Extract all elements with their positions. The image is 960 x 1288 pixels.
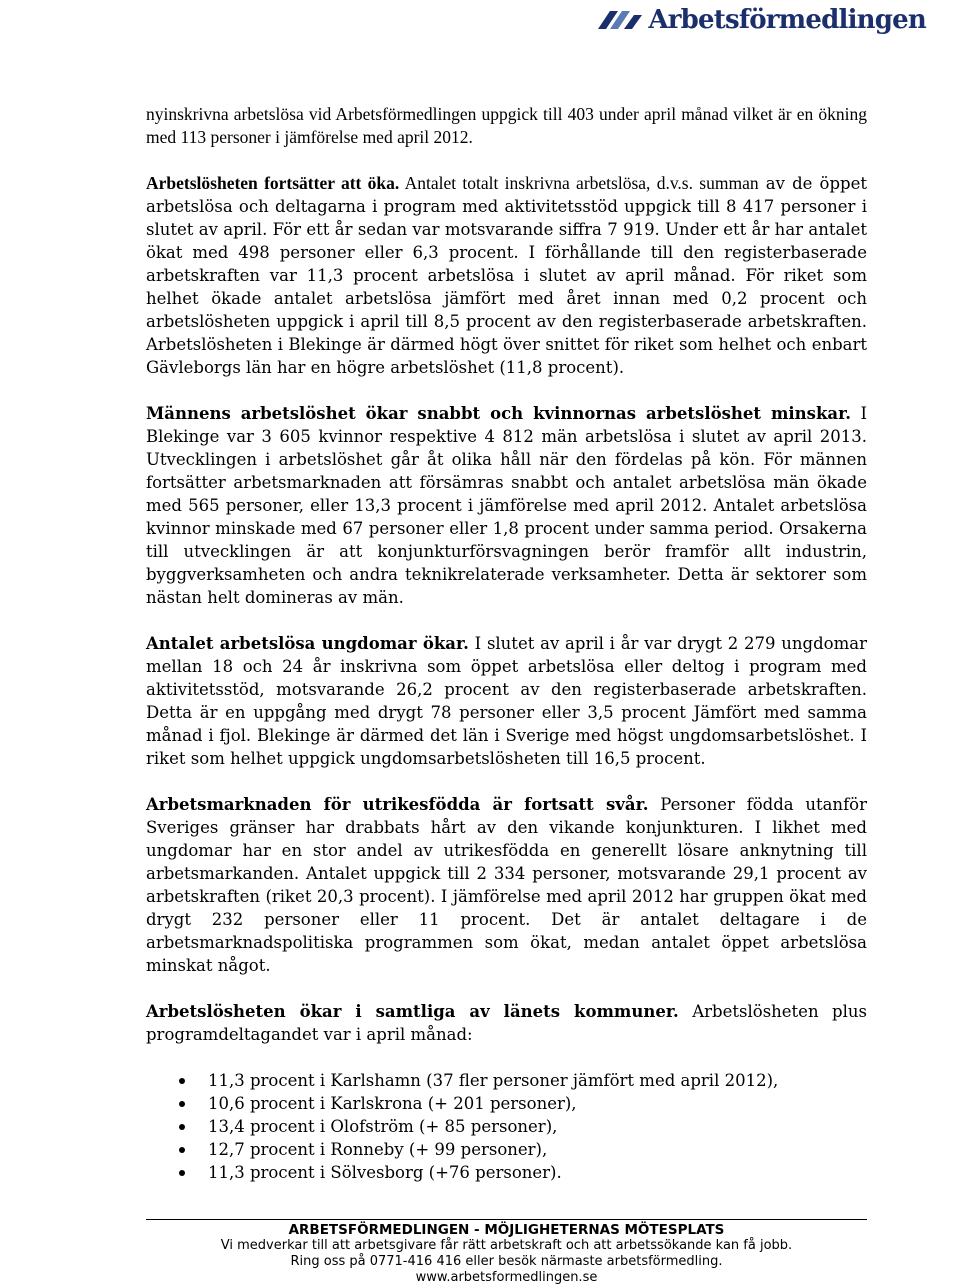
arbetsformedlingen-logo	[596, 2, 926, 38]
paragraph-lead: Arbetslösheten ökar i samtliga av länets kommuner.	[146, 1002, 679, 1021]
list-item: 12,7 procent i Ronneby (+ 99 personer),	[146, 1138, 867, 1161]
footer-title: ARBETSFÖRMEDLINGEN - MÖJLIGHETERNAS MÖTESPLATS	[288, 1222, 725, 1238]
intro-paragraph: nyinskrivna arbetslösa vid Arbetsförmedlingen uppgick till 403 under april månad vilket är en ökning med 113 personer i jämförelse med april 2012.	[146, 104, 867, 147]
paragraph-text: Arbetslösheten plus programdeltagandet var i april månad:	[146, 1002, 867, 1044]
paragraph-text: I slutet av april i år var drygt 2 279 ungdomar mellan 18 och 24 år inskrivna som öppet arbetslösa eller deltog i program med aktivitetsstöd, motsvarande 26,2 procent av den registerbaserade arbetskraften. Detta är en uppgång med drygt 78 personer eller 3,5 procent Jämfört med samma månad i fjol. Blekinge är därmed det län i Sverige med högst ungdomsarbetslöshet. I riket som helhet uppgick ungdomsarbetslösheten till 16,5 procent.	[146, 634, 867, 768]
paragraph-text: I Blekinge var 3 605 kvinnor respektive 4 812 män arbetslösa i slutet av april 2013. Utvecklingen i arbetslöshet går åt olika håll när den fördelas på kön. För männen fortsätter arbetsmarknaden att försämras snabbt och antalet arbetslösa män ökade med 565 personer, eller 13,3 procent i jämförelse med april 2012. Antalet arbetslösa kvinnor minskade med 67 personer eller 1,8 procent under samma period. Orsakerna till utvecklingen är att konjunkturförsvagningen berör framför allt industrin, byggverksamheten och andra teknikrelaterade verksamheter. Detta är sektorer som nästan helt domineras av män.	[146, 404, 867, 607]
paragraph-text: Personer födda utanför Sveriges gränser har drabbats hårt av den vikande konjunkturen. I likhet med ungdomar har en stor andel av utrikesfödda en generellt lösare anknytning till arbetsmarkanden. Antalet uppgick till 2 334 personer, motsvarande 29,1 procent av arbetskraften (riket 20,3 procent). I jämförelse med april 2012 har gruppen ökat med drygt 232 personer eller 11 procent. Det är antalet deltagare i de arbetsmarknadspolitiska programmen som ökat, medan antalet öppet arbetslösa minskat något.	[146, 795, 867, 975]
document-body	[146, 103, 867, 1184]
footer-contact: Ring oss på 0771-416 416 eller besök närmaste arbetsförmedling.	[290, 1254, 723, 1269]
paragraph-lead: Arbetslösheten fortsätter att öka.	[146, 173, 400, 193]
list-item: 10,6 procent i Karlskrona (+ 201 personer),	[146, 1092, 867, 1115]
bullet-icon	[179, 1078, 185, 1084]
bullet-icon	[179, 1170, 185, 1176]
paragraph-municipalities	[146, 1000, 867, 1046]
paragraph-foreign-born	[146, 793, 867, 977]
municipality-list	[146, 1069, 867, 1184]
paragraph-text: av de öppet arbetslösa och deltagarna i program med aktivitetsstöd uppgick till 8 417 personer i slutet av april. För ett år sedan var motsvarande siffra 7 919. Under ett år har antalet ökat med 498 personer eller 6,3 procent. I förhållande till den registerbaserade arbetskraften var 11,3 procent arbetslösa i slutet av april månad. För riket som helhet ökade antalet arbetslösa jämfört med året innan med 0,2 procent och arbetslösheten uppgick i april till 8,5 procent av den registerbaserade arbetskraften. Arbetslösheten i Blekinge är därmed högt över snittet för riket som helhet och enbart Gävleborgs län har en högre arbetslöshet (11,8 procent).	[146, 174, 867, 377]
bullet-icon	[179, 1147, 185, 1153]
paragraph-lead: Antalet arbetslösa ungdomar ökar.	[146, 634, 469, 653]
logo-mark-icon	[596, 7, 644, 33]
paragraph-youth	[146, 632, 867, 770]
footer-website-link[interactable]: www.arbetsformedlingen.se	[415, 1270, 598, 1285]
paragraph-gender	[146, 402, 867, 609]
bullet-icon	[179, 1101, 185, 1107]
list-item: 13,4 procent i Olofström (+ 85 personer),	[146, 1115, 867, 1138]
paragraph-lead: Arbetsmarknaden för utrikesfödda är fortsatt svår.	[146, 795, 649, 814]
paragraph-mixed-text: Antalet totalt inskrivna arbetslösa, d.v.s. summan	[399, 173, 759, 193]
list-item: 11,3 procent i Karlshamn (37 fler personer jämfört med april 2012),	[146, 1069, 867, 1092]
bullet-icon	[179, 1124, 185, 1130]
logo-text: Arbetsförmedlingen	[648, 4, 926, 35]
footer-divider	[146, 1219, 867, 1220]
paragraph-lead: Männens arbetslöshet ökar snabbt och kvinnornas arbetslöshet minskar.	[146, 404, 852, 423]
footer-tagline: Vi medverkar till att arbetsgivare får rätt arbetskraft och att arbetssökande kan få jobb.	[220, 1238, 793, 1253]
list-item: 11,3 procent i Sölvesborg (+76 personer).	[146, 1161, 867, 1184]
paragraph-unemployment-increase	[146, 172, 867, 379]
page-footer	[146, 1222, 867, 1286]
